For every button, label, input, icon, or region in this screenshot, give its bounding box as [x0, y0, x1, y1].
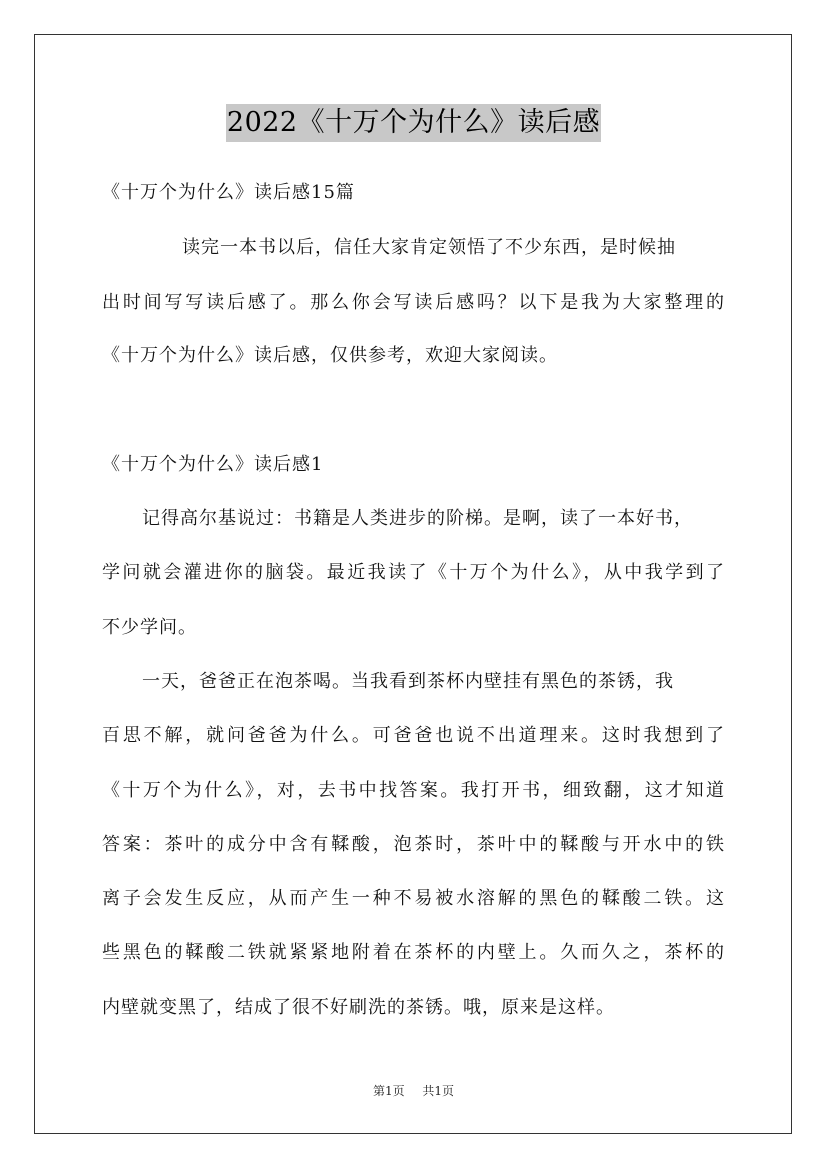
paragraph2-line-4: 答案：茶叶的成分中含有鞣酸，泡茶时，茶叶中的鞣酸与开水中的铁: [102, 834, 724, 855]
intro-line-3: 《十万个为什么》读后感，仅供参考，欢迎大家阅读。: [102, 345, 558, 366]
title-container: [0, 104, 827, 142]
page-total: 共1页: [422, 1084, 454, 1098]
paragraph1-line-2: 学问就会灌进你的脑袋。最近我读了《十万个为什么》，从中我学到了: [102, 562, 724, 583]
paragraph2-line-7: 内壁就变黑了，结成了很不好刷洗的茶锈。哦，原来是这样。: [102, 997, 615, 1018]
document-subtitle: 《十万个为什么》读后感15篇: [102, 182, 355, 203]
page-footer: [0, 1083, 827, 1099]
paragraph2-line-6: 些黑色的鞣酸二铁就紧紧地附着在茶杯的内壁上。久而久之，茶杯的: [102, 942, 724, 963]
paragraph2-line-1: 一天，爸爸正在泡茶喝。当我看到茶杯内壁挂有黑色的茶锈，我: [142, 671, 674, 692]
section-heading: 《十万个为什么》读后感1: [102, 454, 324, 475]
paragraph1-line-1: 记得高尔基说过：书籍是人类进步的阶梯。是啊，读了一本好书，: [142, 508, 693, 529]
paragraph2-line-2: 百思不解，就问爸爸为什么。可爸爸也说不出道理来。这时我想到了: [102, 725, 724, 746]
paragraph2-line-3: 《十万个为什么》，对，去书中找答案。我打开书，细致翻，这才知道: [102, 780, 724, 801]
paragraph2-line-5: 离子会发生反应，从而产生一种不易被水溶解的黑色的鞣酸二铁。这: [102, 888, 724, 909]
document-title: 2022《十万个为什么》读后感: [226, 104, 601, 142]
intro-line-2: 出时间写写读后感了。那么你会写读后感吗？以下是我为大家整理的: [102, 292, 724, 313]
intro-line-1: 读完一本书以后，信任大家肯定领悟了不少东西，是时候抽: [182, 237, 676, 258]
page-number: 第1页: [373, 1084, 405, 1098]
paragraph1-line-3: 不少学问。: [102, 617, 197, 638]
